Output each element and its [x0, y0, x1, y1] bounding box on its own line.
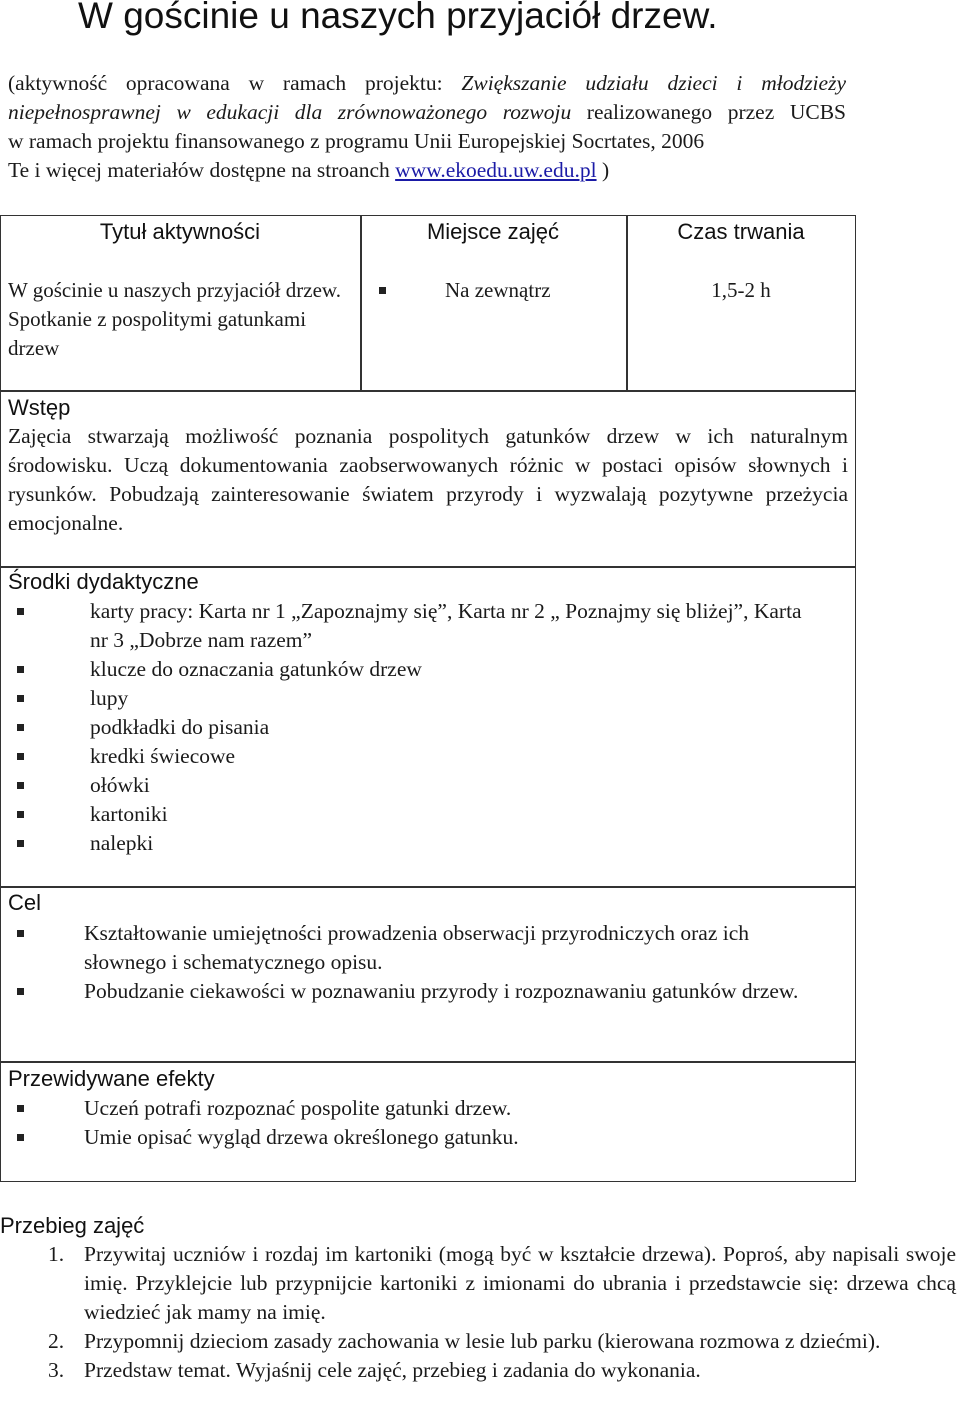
intro-heading: Wstęp — [8, 395, 71, 420]
header-duration: Czas trwania — [677, 219, 805, 244]
project-name-part-2: niepełnosprawnej w edukacji dla zrównoważonego rozwoju — [8, 100, 572, 124]
list-item: kartoniki — [90, 800, 810, 829]
list-item — [48, 1240, 956, 1327]
header-activity-title: Tytuł aktywności — [99, 219, 261, 244]
list-item: podkładki do pisania — [90, 713, 810, 742]
header-place: Miejsce zajęć — [426, 219, 560, 244]
list-item: Umie opisać wygląd drzewa określonego gatunku. — [84, 1123, 836, 1152]
project-name-part-1: Zwiększanie udziału dzieci i młodzieży — [461, 71, 846, 95]
project-note-org: realizowanego przez UCBS — [571, 100, 846, 124]
step-text: Przywitaj uczniów i rozdaj im kartoniki (mogą być w kształcie drzewa). Poproś, aby napisali swoje imię. Przyklejcie lub przypnijcie kartoniki z imionami do ubrania i przedstawcie się: drzewa chcą wiedzieć jak mamy na imię. — [84, 1242, 956, 1324]
more-materials-text: Te i więcej materiałów dostępne na stroanch — [8, 158, 396, 182]
list-item: Pobudzanie ciekawości w poznawaniu przyrody i rozpoznawaniu gatunków drzew. — [84, 977, 836, 1006]
square-bullet-icon — [17, 724, 24, 731]
list-item: nalepki — [90, 829, 810, 858]
goal-heading: Cel — [8, 890, 42, 915]
square-bullet-icon — [17, 930, 24, 937]
square-bullet-icon — [17, 988, 24, 995]
list-item: kredki świecowe — [90, 742, 810, 771]
activity-title-value: W gościnie u naszych przyjaciół drzew. Spotkanie z pospolitymi gatunkami drzew — [8, 278, 341, 360]
effects-heading: Przewidywane efekty — [8, 1066, 215, 1091]
list-item — [48, 1356, 956, 1385]
project-note-open: (aktywność opracowana w ramach projektu: — [8, 71, 462, 95]
list-item: ołówki — [90, 771, 810, 800]
row-divider-materials — [0, 886, 856, 888]
list-item: lupy — [90, 684, 810, 713]
row-divider-goal — [0, 1061, 856, 1063]
list-item: karty pracy: Karta nr 1 „Zapoznajmy się”, Karta nr 2 „ Poznajmy się bliżej”, Karta nr 3 „Dobrze nam razem” — [90, 597, 810, 655]
procedure-steps — [48, 1240, 956, 1385]
square-bullet-icon — [17, 1134, 24, 1141]
ekoedu-link[interactable]: www.ekoedu.uw.edu.pl — [395, 158, 597, 182]
square-bullet-icon — [17, 666, 24, 673]
square-bullet-icon — [17, 608, 24, 615]
list-item: klucze do oznaczania gatunków drzew — [90, 655, 810, 684]
project-note — [8, 69, 846, 185]
procedure-heading: Przebieg zajęć — [0, 1213, 145, 1238]
square-bullet-icon — [379, 287, 386, 294]
document-title: W gościnie u naszych przyjaciół drzew. — [78, 0, 718, 36]
materials-heading: Środki dydaktyczne — [8, 569, 199, 594]
square-bullet-icon — [17, 695, 24, 702]
list-item: Kształtowanie umiejętności prowadzenia obserwacji przyrodniczych oraz ich słownego i schematycznego opisu. — [84, 919, 836, 977]
step-text: Przypomnij dzieciom zasady zachowania w lesie lub parku (kierowana rozmowa z dziećmi). — [84, 1329, 881, 1353]
row-divider-header — [0, 390, 856, 392]
step-number: 3. — [48, 1358, 65, 1382]
step-number: 1. — [48, 1242, 65, 1266]
project-note-funding: w ramach projektu finansowanego z programu Unii Europejskiej Socrtates, 2006 — [8, 129, 705, 153]
square-bullet-icon — [17, 753, 24, 760]
square-bullet-icon — [17, 811, 24, 818]
project-note-close: ) — [596, 158, 610, 182]
intro-text: Zajęcia stwarzają możliwość poznania pospolitych gatunków drzew w ich naturalnym środowisku. Uczą dokumentowania zaobserwowanych różnic w postaci opisów słownych i rysunków. Pobudzają zainteresowanie światem przyrody i wyzwalają pozytywne przeżycia emocjonalne. — [8, 424, 848, 535]
step-number: 2. — [48, 1329, 65, 1353]
square-bullet-icon — [17, 1105, 24, 1112]
list-item: Uczeń potrafi rozpoznać pospolite gatunki drzew. — [84, 1094, 836, 1123]
goal-list — [84, 919, 836, 1006]
place-value: Na zewnątrz — [445, 278, 551, 302]
square-bullet-icon — [17, 782, 24, 789]
materials-list — [90, 597, 810, 858]
step-text: Przedstaw temat. Wyjaśnij cele zajęć, przebieg i zadania do wykonania. — [84, 1358, 701, 1382]
effects-list — [84, 1094, 836, 1152]
list-item — [48, 1327, 956, 1356]
square-bullet-icon — [17, 840, 24, 847]
duration-value: 1,5-2 h — [711, 278, 771, 302]
